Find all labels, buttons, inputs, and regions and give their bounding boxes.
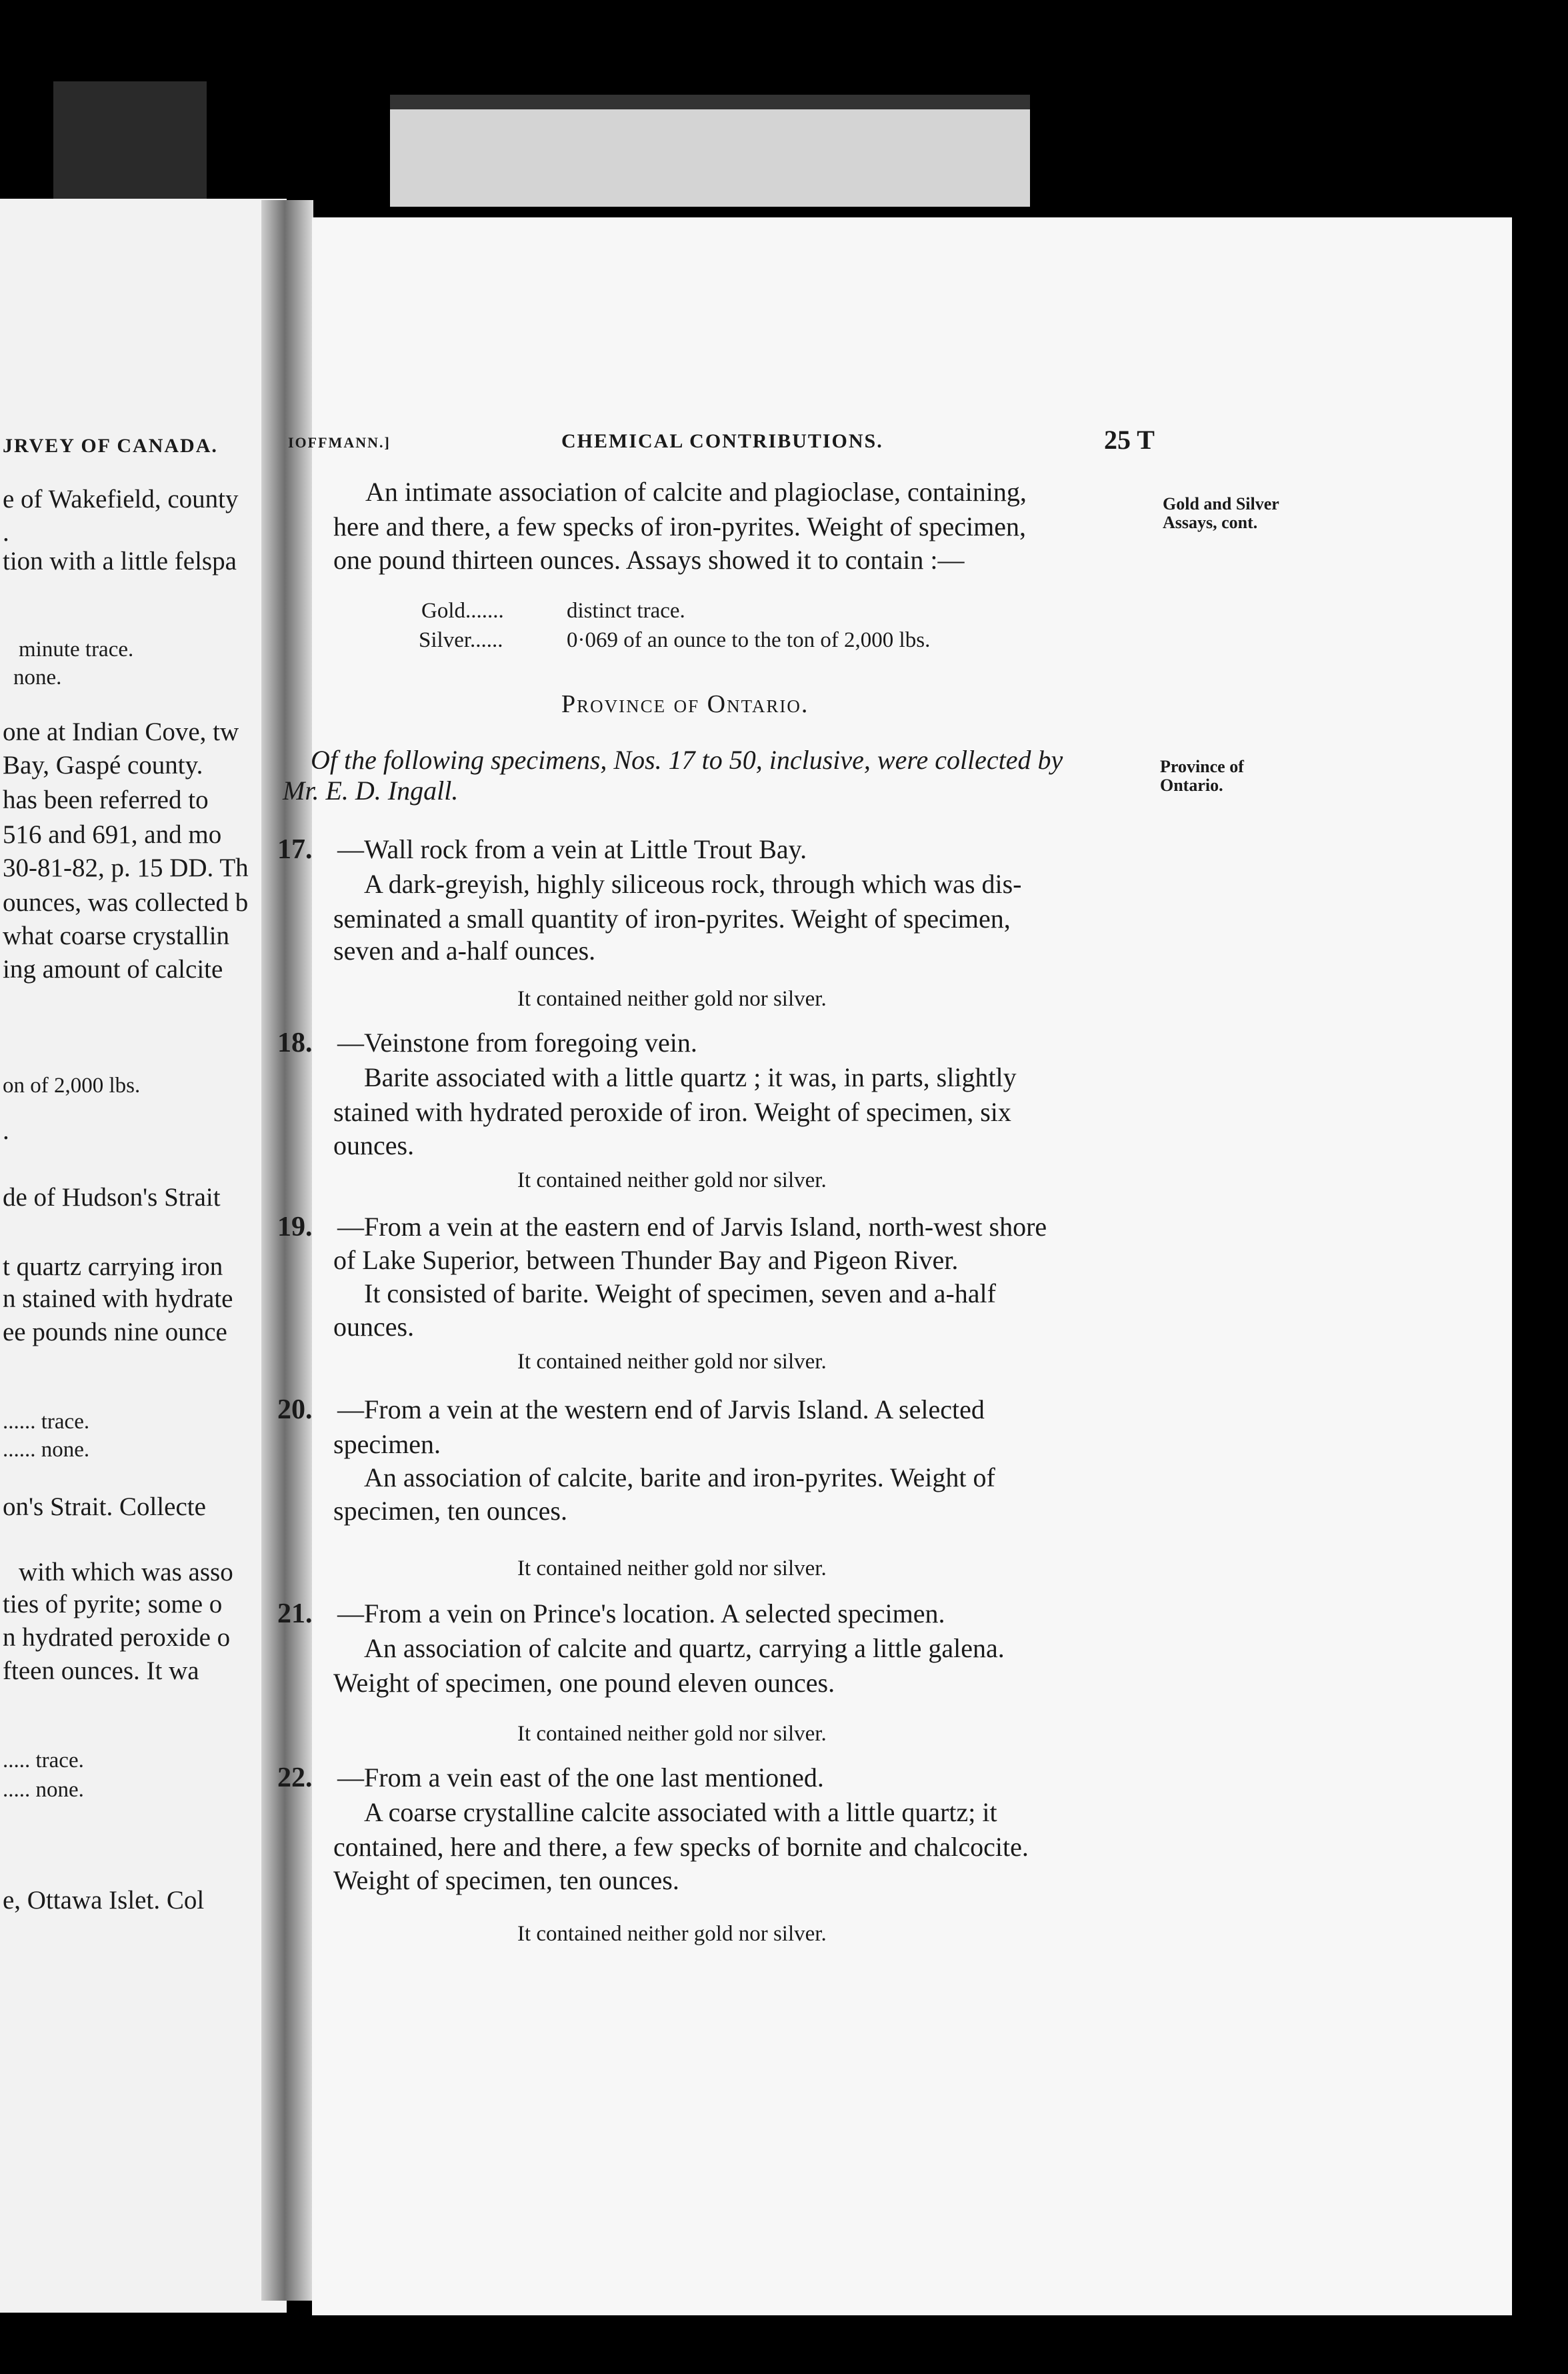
left-page-line: what coarse crystallin	[3, 922, 230, 950]
assay-value: distinct trace.	[567, 599, 685, 623]
section-title: Province of Ontario.	[561, 690, 809, 718]
specimen-description: Weight of specimen, one pound eleven ounces.	[333, 1668, 835, 1698]
side-note-line: Ontario.	[1160, 776, 1223, 795]
left-page-line: t quartz carrying iron	[3, 1252, 223, 1281]
left-page-line: minute trace.	[19, 638, 134, 662]
collector-note: Of the following specimens, Nos. 17 to 50, inclusive, were collected by	[311, 745, 1063, 775]
specimen-title: —From a vein on Prince's location. A selected specimen.	[337, 1598, 945, 1628]
background-sheet	[390, 95, 1030, 207]
left-page-line: ounces, was collected b	[3, 888, 249, 917]
assay-label: Silver......	[419, 628, 503, 652]
left-page-line: .	[3, 518, 9, 547]
left-page-line: ...... trace.	[3, 1410, 90, 1434]
side-note-line: Gold and Silver	[1163, 494, 1279, 513]
assay-result: It contained neither gold nor silver.	[517, 1350, 827, 1374]
specimen-title: —From a vein at the eastern end of Jarvis Island, north-west shore	[337, 1212, 1047, 1242]
left-page-line: e of Wakefield, county	[3, 485, 239, 513]
specimen-description: Weight of specimen, ten ounces.	[333, 1865, 679, 1895]
specimen-description: It consisted of barite. Weight of specimen, seven and a-half	[364, 1278, 996, 1308]
left-page-line: ..... trace.	[3, 1748, 84, 1772]
left-page	[0, 199, 287, 2313]
specimen-description: A dark-greyish, highly siliceous rock, through which was dis-	[364, 869, 1022, 899]
assay-result: It contained neither gold nor silver.	[517, 1168, 827, 1192]
assay-label: Gold.......	[421, 599, 504, 623]
specimen-description: seven and a-half ounces.	[333, 936, 596, 966]
specimen-number: 21.	[277, 1598, 313, 1629]
running-head-title: CHEMICAL CONTRIBUTIONS.	[561, 430, 883, 452]
specimen-number: 20.	[277, 1394, 313, 1425]
specimen-description: ounces.	[333, 1130, 415, 1160]
page-number: 25 T	[1104, 425, 1155, 455]
specimen-description: stained with hydrated peroxide of iron. Weight of specimen, six	[333, 1097, 1011, 1127]
specimen-title: —Veinstone from foregoing vein.	[337, 1028, 697, 1058]
left-page-line: ing amount of calcite	[3, 955, 223, 984]
specimen-title: specimen.	[333, 1429, 441, 1459]
specimen-description: ounces.	[333, 1312, 415, 1342]
left-page-line: .	[3, 1116, 9, 1145]
left-page-line: n stained with hydrate	[3, 1284, 233, 1313]
left-page-line: ...... none.	[3, 1438, 90, 1462]
specimen-description: An association of calcite and quartz, carrying a little galena.	[364, 1633, 1005, 1663]
left-page-line: n hydrated peroxide o	[3, 1623, 231, 1652]
left-page-line: fteen ounces. It wa	[3, 1656, 199, 1685]
specimen-title: —Wall rock from a vein at Little Trout Bay.	[337, 834, 807, 864]
left-page-line: has been referred to	[3, 786, 209, 814]
side-note-line: Province of	[1160, 757, 1244, 776]
side-note-province	[1160, 758, 1244, 795]
specimen-description: An association of calcite, barite and iron-pyrites. Weight of	[364, 1462, 995, 1492]
assay-result: It contained neither gold nor silver.	[517, 987, 827, 1011]
left-page-line: ..... none.	[3, 1778, 84, 1802]
specimen-description: seminated a small quantity of iron-pyrites. Weight of specimen,	[333, 904, 1011, 934]
assay-value: 0·069 of an ounce to the ton of 2,000 lbs.	[567, 628, 931, 652]
page-gutter	[261, 200, 313, 2301]
specimen-description: A coarse crystalline calcite associated with a little quartz; it	[364, 1797, 997, 1827]
left-page-line: on's Strait. Collecte	[3, 1492, 206, 1521]
left-page-line: one at Indian Cove, tw	[3, 718, 239, 746]
side-note-line: Assays, cont.	[1163, 513, 1258, 532]
left-page-line: ee pounds nine ounce	[3, 1318, 227, 1346]
left-page-line: e, Ottawa Islet. Col	[3, 1886, 205, 1915]
left-page-line: none.	[13, 666, 62, 690]
specimen-description: contained, here and there, a few specks of bornite and chalcocite.	[333, 1832, 1029, 1862]
specimen-number: 22.	[277, 1762, 313, 1793]
running-head-author: IOFFMANN.]	[288, 434, 391, 451]
left-page-line: with which was asso	[19, 1558, 233, 1586]
intro-line: here and there, a few specks of iron-pyrites. Weight of specimen,	[333, 511, 1027, 541]
assay-result: It contained neither gold nor silver.	[517, 1922, 827, 1946]
specimen-number: 17.	[277, 834, 313, 865]
left-page-line: ties of pyrite; some o	[3, 1590, 223, 1618]
left-page-line: 516 and 691, and mo	[3, 820, 222, 849]
specimen-description: specimen, ten ounces.	[333, 1496, 567, 1526]
side-note-assays	[1163, 495, 1279, 532]
specimen-number: 18.	[277, 1028, 313, 1058]
left-page-line: 30-81-82, p. 15 DD. Th	[3, 854, 249, 882]
left-page-line: Bay, Gaspé county.	[3, 751, 203, 780]
collector-note: Mr. E. D. Ingall.	[283, 776, 459, 806]
specimen-title: —From a vein at the western end of Jarvis Island. A selected	[337, 1394, 985, 1424]
specimen-description: Barite associated with a little quartz ; it was, in parts, slightly	[364, 1062, 1017, 1092]
left-page-line: tion with a little felspa	[3, 547, 237, 575]
background-sheet-edge	[390, 95, 1030, 109]
background-sheet	[53, 81, 207, 201]
intro-line: An intimate association of calcite and plagioclase, containing,	[365, 477, 1027, 507]
left-page-line: on of 2,000 lbs.	[3, 1074, 141, 1098]
left-running-head: JRVEY OF CANADA.	[3, 435, 218, 457]
assay-result: It contained neither gold nor silver.	[517, 1556, 827, 1580]
intro-line: one pound thirteen ounces. Assays showed it to contain :—	[333, 545, 965, 575]
specimen-title: of Lake Superior, between Thunder Bay and Pigeon River.	[333, 1245, 959, 1275]
specimen-number: 19.	[277, 1212, 313, 1242]
specimen-title: —From a vein east of the one last mentioned.	[337, 1762, 824, 1793]
left-page-line: de of Hudson's Strait	[3, 1183, 221, 1212]
assay-result: It contained neither gold nor silver.	[517, 1722, 827, 1746]
